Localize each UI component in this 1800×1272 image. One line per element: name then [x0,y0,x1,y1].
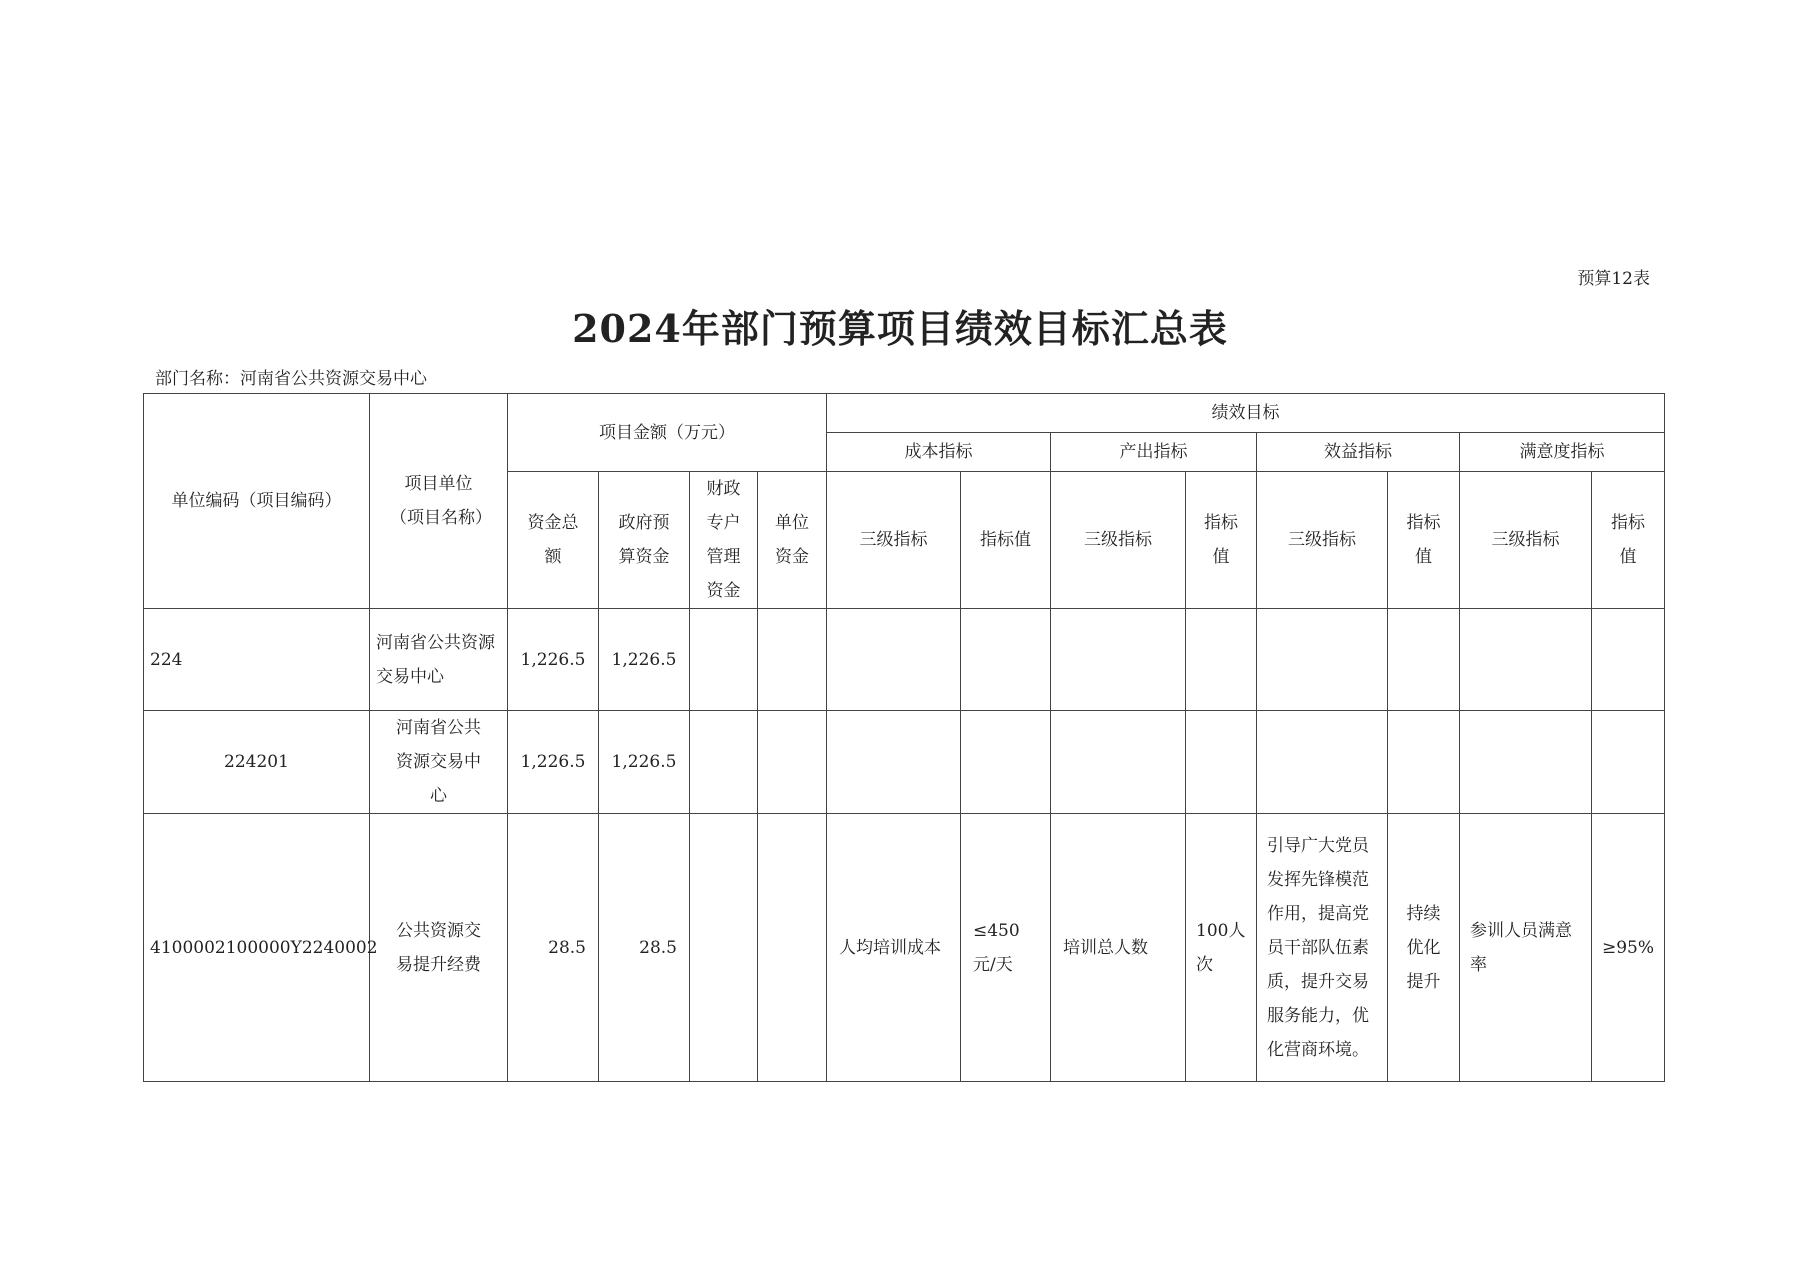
row-out-ind [1051,711,1186,814]
header-output-level3: 三级指标 [1051,472,1186,609]
row-out-val [1186,711,1257,814]
row-cost-ind [827,609,961,711]
table-row [144,814,1665,1082]
row-sat-val [1592,609,1665,711]
row-sat-ind: 参训人员满意率 [1460,814,1592,1082]
row-gov: 1,226.5 [599,609,690,711]
header-perf-group: 绩效目标 [827,394,1665,433]
header-project-unit: 项目单位（项目名称） [370,394,508,609]
department-name: 部门名称：河南省公共资源交易中心 [155,369,427,389]
row-code: 4100002100000Y2240002 [144,814,370,1082]
header-unit-code: 单位编码（项目编码） [144,394,370,609]
header-benefit: 效益指标 [1257,433,1460,472]
header-benefit-level3: 三级指标 [1257,472,1388,609]
header-output: 产出指标 [1051,433,1257,472]
header-sat-level3: 三级指标 [1460,472,1592,609]
row-cost-ind: 人均培训成本 [827,814,961,1082]
row-total: 1,226.5 [508,609,599,711]
row-ben-ind [1257,609,1388,711]
header-amount-group: 项目金额（万元） [508,394,827,472]
header-sat-value: 指标值 [1592,472,1665,609]
header-cost-value: 指标值 [961,472,1051,609]
page-title: 2024年部门预算项目绩效目标汇总表 [572,306,1228,351]
header-unit-fund: 单位资金 [758,472,827,609]
row-unit-fund [758,711,827,814]
row-out-ind: 培训总人数 [1051,814,1186,1082]
row-out-ind [1051,609,1186,711]
row-ben-ind [1257,711,1388,814]
row-code: 224 [144,609,370,711]
table-number: 预算12表 [1577,269,1650,289]
row-name: 公共资源交易提升经费 [370,814,508,1082]
row-total: 28.5 [508,814,599,1082]
table-row [144,609,1665,711]
row-out-val [1186,609,1257,711]
row-special [690,609,758,711]
row-cost-val: ≤450元/天 [961,814,1051,1082]
header-satisfaction: 满意度指标 [1460,433,1665,472]
row-cost-val [961,711,1051,814]
row-out-val: 100人次 [1186,814,1257,1082]
row-cost-val [961,609,1051,711]
row-sat-ind [1460,711,1592,814]
row-unit-fund [758,814,827,1082]
header-output-value: 指标值 [1186,472,1257,609]
header-cost: 成本指标 [827,433,1051,472]
row-special [690,711,758,814]
row-gov: 28.5 [599,814,690,1082]
header-benefit-value: 指标值 [1388,472,1460,609]
row-ben-val [1388,609,1460,711]
header-cost-level3: 三级指标 [827,472,961,609]
row-cost-ind [827,711,961,814]
row-name: 河南省公共资源交易中心 [370,609,508,711]
row-sat-val: ≥95% [1592,814,1665,1082]
row-ben-ind: 引导广大党员发挥先锋模范作用，提高党员干部队伍素质，提升交易服务能力，优化营商环境。 [1257,814,1388,1082]
row-sat-ind [1460,609,1592,711]
row-gov: 1,226.5 [599,711,690,814]
row-total: 1,226.5 [508,711,599,814]
performance-table [143,393,1665,1082]
row-ben-val: 持续优化提升 [1388,814,1460,1082]
row-ben-val [1388,711,1460,814]
table-row [144,711,1665,814]
header-total: 资金总额 [508,472,599,609]
header-special: 财政专户管理资金 [690,472,758,609]
row-special [690,814,758,1082]
row-name: 河南省公共资源交易中心 [370,711,508,814]
row-unit-fund [758,609,827,711]
row-sat-val [1592,711,1665,814]
header-gov: 政府预算资金 [599,472,690,609]
row-code: 224201 [144,711,370,814]
